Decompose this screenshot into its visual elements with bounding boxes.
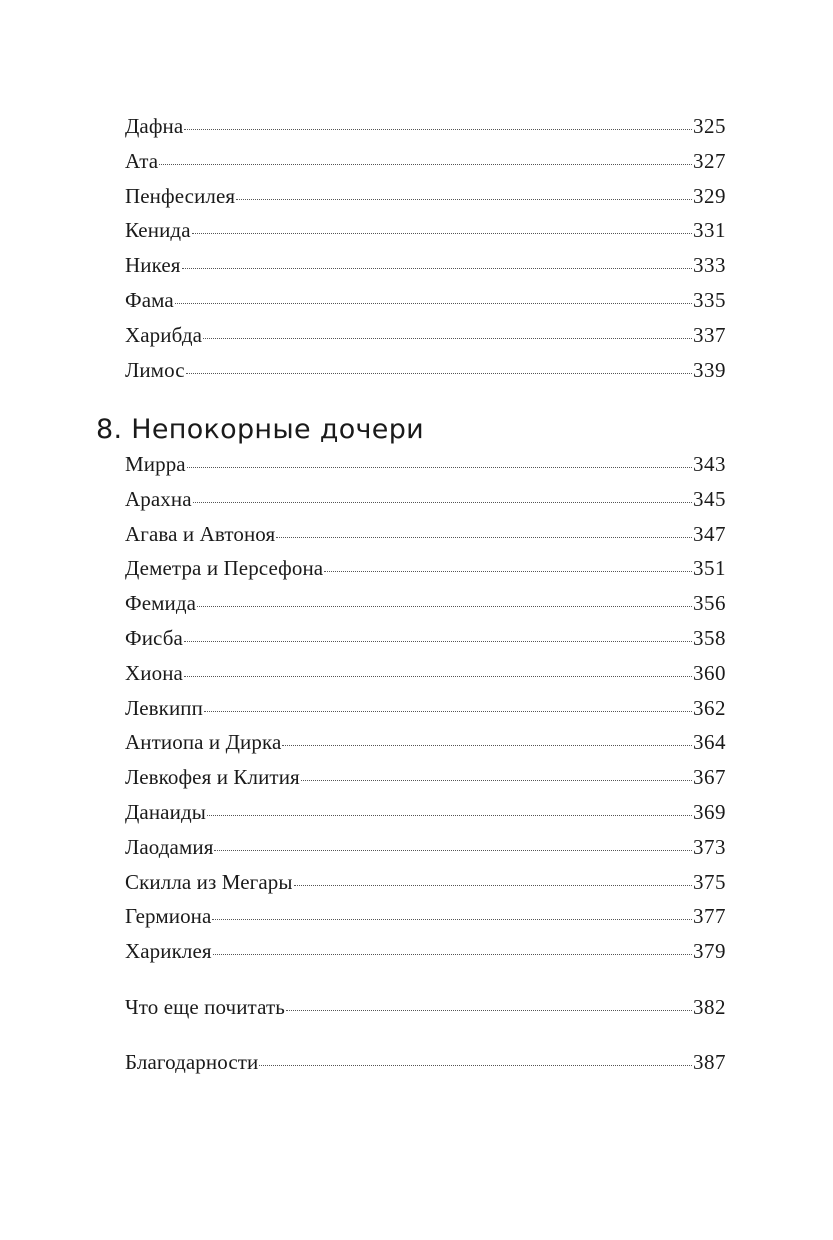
entry-title: Агава и Автоноя [125,521,276,546]
toc-group-further-reading [125,995,726,1030]
entry-title: Антиопа и Дирка [125,730,282,755]
leader-dots [276,537,692,538]
leader-dots [324,571,692,572]
toc-entry-further-reading[interactable] [125,995,726,1030]
toc-entry[interactable] [125,556,726,591]
toc-group-previous-chapter [125,114,726,392]
leader-dots [184,676,692,677]
leader-dots [159,164,692,165]
entry-title: Данаиды [125,799,206,824]
entry-page: 331 [693,218,726,243]
entry-page: 358 [693,625,726,650]
toc-entry[interactable] [125,358,726,393]
entry-title: Лимос [125,357,185,382]
entry-page: 345 [693,486,726,511]
leader-dots [182,268,692,269]
chapter-heading[interactable]: 8. Непокорные дочери [96,414,424,445]
toc-entry[interactable] [125,800,726,835]
entry-title: Фисба [125,625,183,650]
toc-entry[interactable] [125,904,726,939]
toc-entry[interactable] [125,626,726,661]
toc-entry[interactable] [125,218,726,253]
entry-page: 351 [693,556,726,581]
entry-title: Благодарности [125,1050,259,1074]
entry-page: 367 [693,765,726,790]
entry-page: 377 [693,904,726,929]
entry-page: 347 [693,521,726,546]
leader-dots [286,1010,692,1011]
leader-dots [184,129,692,130]
entry-title: Хариклея [125,939,212,964]
entry-page: 337 [693,322,726,347]
leader-dots [175,303,692,304]
toc-entry-acknowledgements[interactable] [125,1050,726,1085]
entry-title: Никея [125,253,181,278]
leader-dots [207,815,692,816]
entry-page: 335 [693,287,726,312]
entry-title: Харибда [125,322,203,347]
toc-entry[interactable] [125,184,726,219]
leader-dots [214,850,692,851]
entry-page: 360 [693,660,726,685]
toc-entry[interactable] [125,835,726,870]
entry-title: Мирра [125,452,186,476]
leader-dots [204,711,692,712]
entry-page: 333 [693,253,726,278]
leader-dots [203,338,692,339]
entry-title: Гермиона [125,904,212,929]
entry-page: 382 [693,995,726,1019]
entry-page: 339 [693,357,726,382]
toc-entry[interactable] [125,288,726,323]
toc-entry[interactable] [125,730,726,765]
leader-dots [259,1065,692,1066]
toc-entry[interactable] [125,522,726,557]
entry-title: Лаодамия [125,834,214,859]
leader-dots [186,373,692,374]
toc-entry[interactable] [125,591,726,626]
entry-page: 327 [693,148,726,173]
toc-group-chapter-8 [125,452,726,974]
entry-page: 356 [693,591,726,616]
toc-entry[interactable] [125,114,726,149]
entry-page: 369 [693,799,726,824]
entry-title: Ата [125,148,159,173]
leader-dots [187,467,692,468]
entry-page: 329 [693,183,726,208]
entry-page: 373 [693,834,726,859]
leader-dots [184,641,692,642]
toc-entry[interactable] [125,323,726,358]
entry-title: Кенида [125,218,191,243]
entry-page: 343 [693,452,726,476]
toc-group-acknowledgements [125,1050,726,1085]
toc-entry[interactable] [125,253,726,288]
entry-title: Хиона [125,660,183,685]
entry-page: 387 [693,1050,726,1074]
toc-entry[interactable] [125,661,726,696]
leader-dots [213,954,692,955]
leader-dots [192,233,692,234]
toc-entry[interactable] [125,870,726,905]
toc-entry[interactable] [125,149,726,184]
entry-page: 379 [693,939,726,964]
entry-page: 325 [693,114,726,138]
entry-title: Пенфесилея [125,183,236,208]
entry-title: Скилла из Мегары [125,869,293,894]
leader-dots [294,885,692,886]
leader-dots [197,606,692,607]
entry-title: Дафна [125,114,184,138]
toc-entry[interactable] [125,765,726,800]
leader-dots [212,919,692,920]
toc-entry[interactable] [125,452,726,487]
leader-dots [236,199,692,200]
entry-title: Левкипп [125,695,203,720]
entry-page: 362 [693,695,726,720]
entry-title: Фемида [125,591,197,616]
leader-dots [301,780,692,781]
toc-entry[interactable] [125,696,726,731]
toc-entry[interactable] [125,939,726,974]
entry-title: Арахна [125,486,192,511]
toc-entry[interactable] [125,487,726,522]
leader-dots [282,745,692,746]
entry-page: 375 [693,869,726,894]
entry-page: 364 [693,730,726,755]
leader-dots [193,502,692,503]
entry-title: Что еще почитать [125,995,285,1019]
entry-title: Левкофея и Клития [125,765,300,790]
entry-title: Деметра и Персефона [125,556,324,581]
entry-title: Фама [125,287,174,312]
